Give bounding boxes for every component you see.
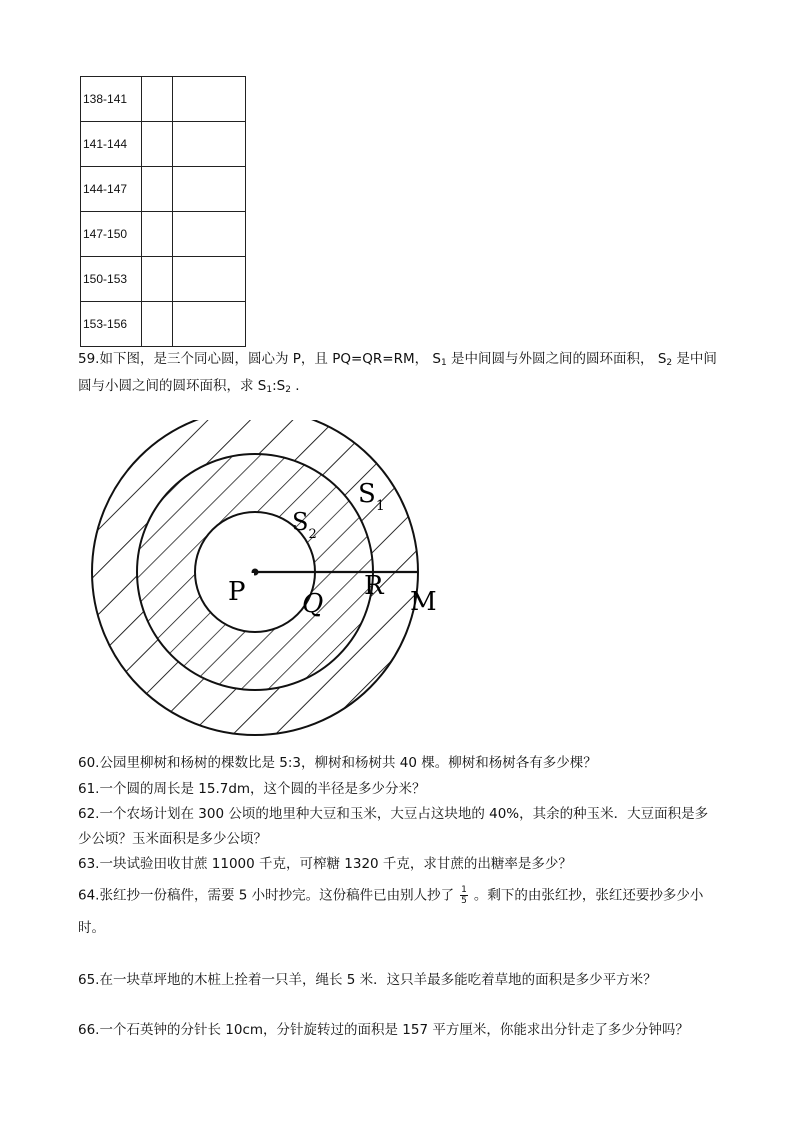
table-cell — [142, 212, 173, 257]
fraction-one-fifth: $\frac{1}{5}$ — [461, 885, 467, 906]
question-59-line-2 — [78, 376, 300, 400]
s1-symbol: $S_1$ — [432, 351, 447, 368]
ratio-colon: : — [272, 378, 277, 394]
s2-symbol: $S_2$ — [657, 351, 673, 368]
table-row — [81, 302, 246, 347]
question-59-line-1 — [78, 349, 717, 373]
table-row — [81, 257, 246, 302]
table-cell-range: 147-150 — [81, 212, 142, 257]
question-60: 60.公园里柳树和杨树的棵数比是 5:3，柳树和杨树共 40 棵。柳树和杨树各有多少棵？ — [78, 755, 597, 771]
table-cell-range: 141-144 — [81, 122, 142, 167]
ratio-s2: $S_2$ — [276, 378, 291, 395]
table-cell-range: 153-156 — [81, 302, 142, 347]
label-m: M — [410, 587, 437, 617]
concentric-circles-figure — [80, 420, 480, 740]
table-cell-range: 150-153 — [81, 257, 142, 302]
question-64-line-2: 时。 — [78, 920, 105, 936]
table-cell — [142, 167, 173, 212]
frequency-table — [80, 76, 246, 347]
label-s1: $S_1$ — [358, 479, 385, 514]
label-q: Q — [302, 589, 324, 619]
table-row — [81, 167, 246, 212]
table-cell — [173, 167, 246, 212]
table-row — [81, 212, 246, 257]
question-62-line-2: 少公顷？玉米面积是多少公顷？ — [78, 831, 267, 847]
table-cell — [142, 302, 173, 347]
table-cell — [173, 302, 246, 347]
table-cell-range: 138-141 — [81, 77, 142, 122]
table-cell — [173, 77, 246, 122]
q64-text: 。剩下的由张红抄，张红还要抄多少小 — [473, 887, 704, 904]
ratio-s1: $S_1$ — [257, 378, 273, 395]
q64-text: 64.张红抄一份稿件，需要 5 小时抄完。这份稿件已由别人抄了 — [78, 887, 455, 904]
table-cell — [173, 122, 246, 167]
q59-text: 圆与小圆之间的圆环面积，求 — [78, 378, 258, 394]
table-cell — [173, 212, 246, 257]
question-64-line-1 — [78, 885, 703, 906]
table-cell — [142, 122, 173, 167]
question-63: 63.一块试验田收甘蔗 11000 千克，可榨糖 1320 千克，求甘蔗的出糖率是多少？ — [78, 856, 572, 872]
q59-text: 是中间圆与外圆之间的圆环面积， — [446, 351, 654, 367]
question-62-line-1: 62.一个农场计划在 300 公顷的地里种大豆和玉米，大豆占这块地的 40%，其余的种玉米．大豆面积是多 — [78, 806, 709, 822]
question-61: 61.一个圆的周长是 15.7dm，这个圆的半径是多少分米？ — [78, 781, 426, 797]
label-r: R — [364, 571, 384, 601]
table-row — [81, 122, 246, 167]
table-cell — [142, 257, 173, 302]
table-cell — [173, 257, 246, 302]
table-row — [81, 77, 246, 122]
question-66: 66.一个石英钟的分针长 10cm，分针旋转过的面积是 157 平方厘米，你能求出分针走了多少分钟吗？ — [78, 1022, 689, 1038]
question-65: 65.在一块草坪地的木桩上拴着一只羊，绳长 5 米．这只羊最多能吃着草地的面积是多少平方米？ — [78, 972, 657, 988]
q59-text: 是中间 — [672, 351, 717, 367]
table-cell-range: 144-147 — [81, 167, 142, 212]
label-p: P — [228, 577, 246, 607]
q59-text: 59.如下图，是三个同心圆，圆心为 P，且 PQ=QR=RM， — [78, 351, 429, 367]
label-s2: $S_2$ — [292, 508, 317, 542]
table-cell — [142, 77, 173, 122]
q59-text: . — [290, 378, 300, 394]
